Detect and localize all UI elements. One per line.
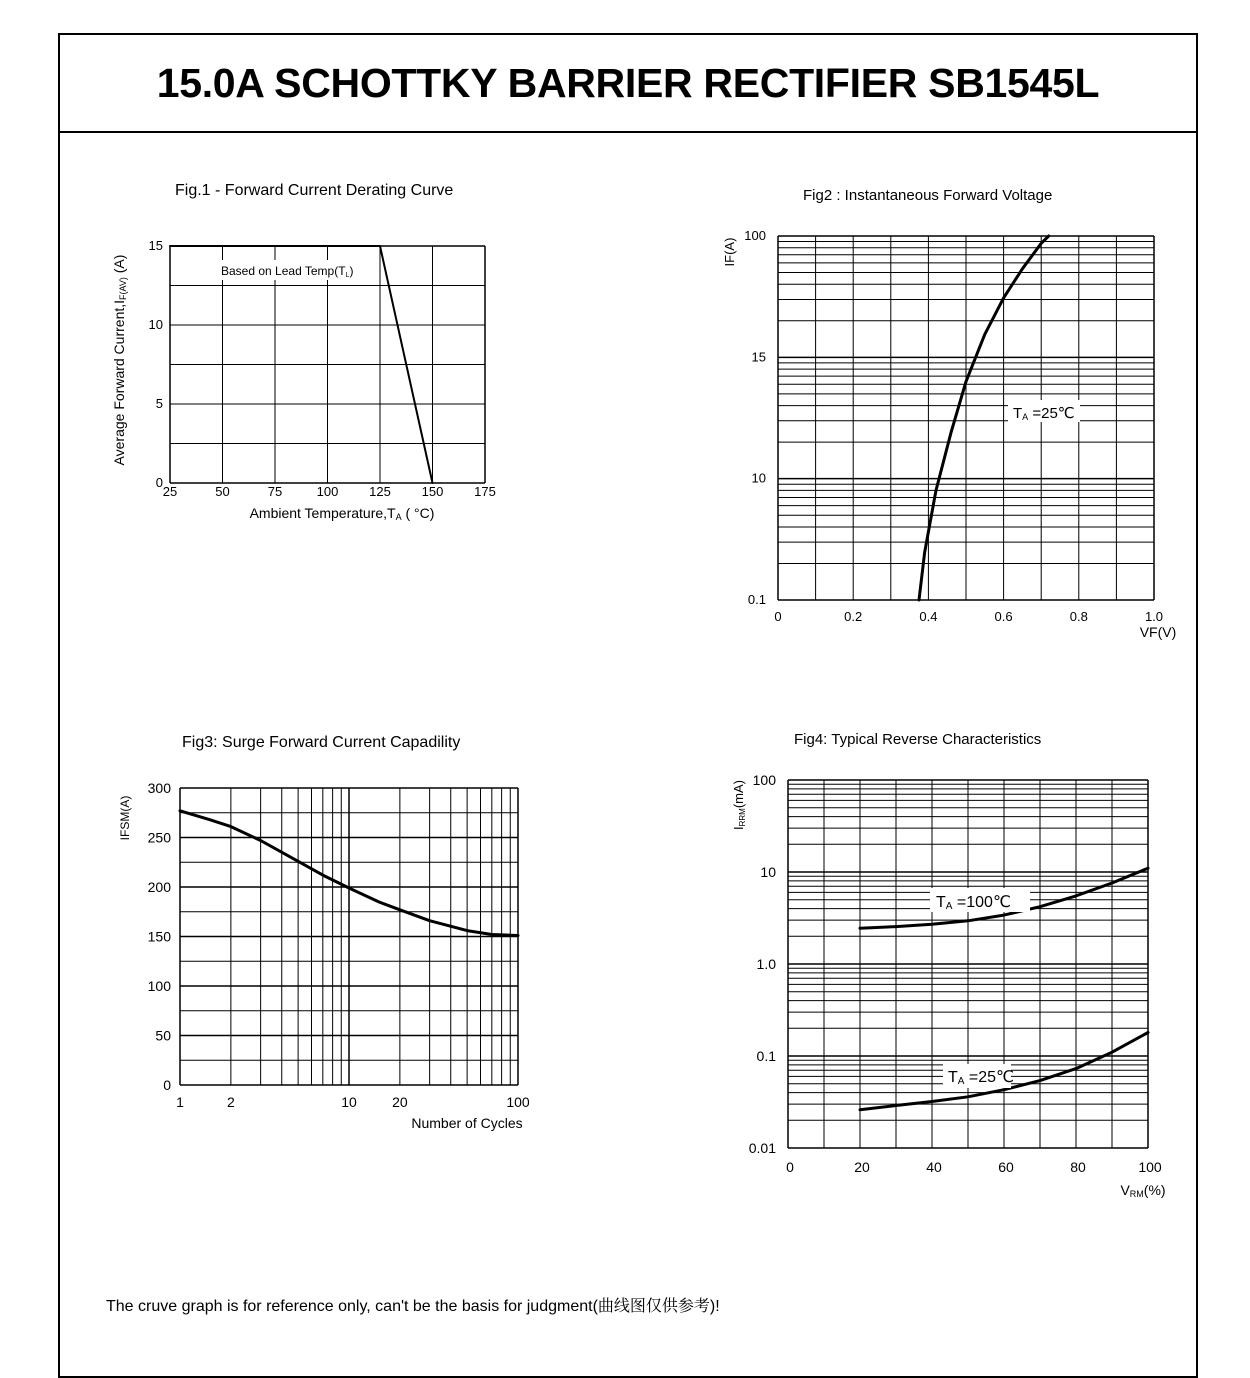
fig4-x-tick-label: 40 (926, 1159, 942, 1175)
fig4-label-ta100: TA =100℃ (936, 894, 1011, 912)
fig3-y-tick-label: 100 (147, 978, 171, 994)
page-title: 15.0A SCHOTTKY BARRIER RECTIFIER SB1545L (156, 59, 1100, 106)
fig4-title: Fig4: Typical Reverse Characteristics (794, 731, 1042, 748)
fig2-y-tick-label: 15 (751, 349, 766, 365)
fig2-x-tick-label: 1.0 (1144, 609, 1164, 624)
footer-note: The cruve graph is for reference only, can't be the basis for judgment(曲线图仅供参考)! (106, 1298, 720, 1315)
fig3-y-tick-label: 200 (147, 879, 171, 895)
fig3-title: Fig3: Surge Forward Current Capadility (182, 734, 461, 751)
fig1-x-tick-label: 150 (421, 484, 444, 499)
fig1-x-tick-label: 175 (474, 484, 496, 499)
fig1-y-tick-label: 15 (148, 238, 163, 253)
fig1-x-tick-label: 50 (215, 484, 230, 499)
fig1-y-tick-label: 10 (148, 317, 163, 332)
fig3-y-tick-label: 150 (147, 928, 171, 945)
fig4-y-tick-label: 100 (752, 772, 776, 788)
fig3-x-tick-label: 2 (226, 1094, 235, 1110)
fig1-x-tick-label: 25 (162, 484, 178, 499)
fig4-x-axis-label: VRM(%) (1120, 1182, 1166, 1199)
fig3-x-tick-label: 20 (392, 1094, 408, 1110)
fig2-x-tick-label: 0.4 (919, 609, 938, 624)
fig2-x-axis-label: VF(V) (1139, 624, 1177, 640)
fig1-annotation: Based on Lead Temp(TL) (221, 264, 354, 279)
fig4-label-ta25: TA =25℃ (948, 1069, 1015, 1087)
fig2-y-axis-label: IF(A) (722, 237, 737, 267)
fig4-x-tick-label: 60 (998, 1159, 1014, 1175)
fig2-curve-label: TA =25℃ (1013, 405, 1075, 422)
fig4-x-tick-label: 0 (786, 1159, 794, 1175)
fig1-x-tick-label: 75 (267, 484, 283, 499)
fig3-y-axis-label: IFSM(A) (118, 795, 132, 841)
fig1-y-tick-label: 0 (155, 475, 163, 490)
fig4-x-tick-label: 80 (1070, 1159, 1086, 1175)
fig1-x-tick-label: 125 (369, 484, 391, 499)
fig1-x-axis-label: Ambient Temperature,TA ( °C) (249, 505, 435, 522)
fig4-y-tick-label: 0.01 (748, 1140, 776, 1156)
fig1-x-tick-label: 100 (316, 484, 339, 499)
fig4-y-tick-label: 10 (760, 864, 776, 880)
fig1-y-axis-label: Average Forward Current,IF(AV) (A) (111, 254, 128, 466)
fig4-y-tick-label: 1.0 (756, 956, 776, 972)
fig3-x-tick-label: 100 (506, 1094, 530, 1110)
fig2-x-tick-label: 0 (774, 609, 782, 624)
fig3-y-tick-label: 250 (147, 829, 171, 846)
fig2-x-tick-label: 0.6 (994, 609, 1013, 624)
fig3-x-tick-label: 10 (341, 1094, 357, 1110)
fig4-x-tick-label: 100 (1138, 1159, 1162, 1175)
fig4-y-axis-label: IRRM(mA) (731, 779, 747, 831)
fig2-y-tick-label: 10 (751, 470, 766, 486)
fig3-y-tick-label: 0 (163, 1077, 171, 1093)
fig4-y-tick-label: 0.1 (756, 1048, 776, 1064)
fig3-x-axis-label: Number of Cycles (411, 1115, 523, 1131)
fig3-y-tick-label: 50 (155, 1027, 171, 1044)
fig3-x-tick-label: 1 (176, 1094, 184, 1110)
fig1-title: Fig.1 - Forward Current Derating Curve (175, 182, 454, 199)
fig2-x-tick-label: 0.8 (1069, 609, 1088, 624)
fig2-y-tick-label: 0.1 (747, 592, 766, 607)
fig4-x-tick-label: 20 (854, 1159, 870, 1175)
fig2-y-tick-label: 100 (744, 228, 766, 243)
fig1-y-tick-label: 5 (155, 396, 163, 411)
fig3-y-tick-label: 300 (147, 780, 171, 796)
fig2-title: Fig2 : Instantaneous Forward Voltage (803, 187, 1053, 204)
fig2-x-tick-label: 0.2 (844, 609, 863, 624)
